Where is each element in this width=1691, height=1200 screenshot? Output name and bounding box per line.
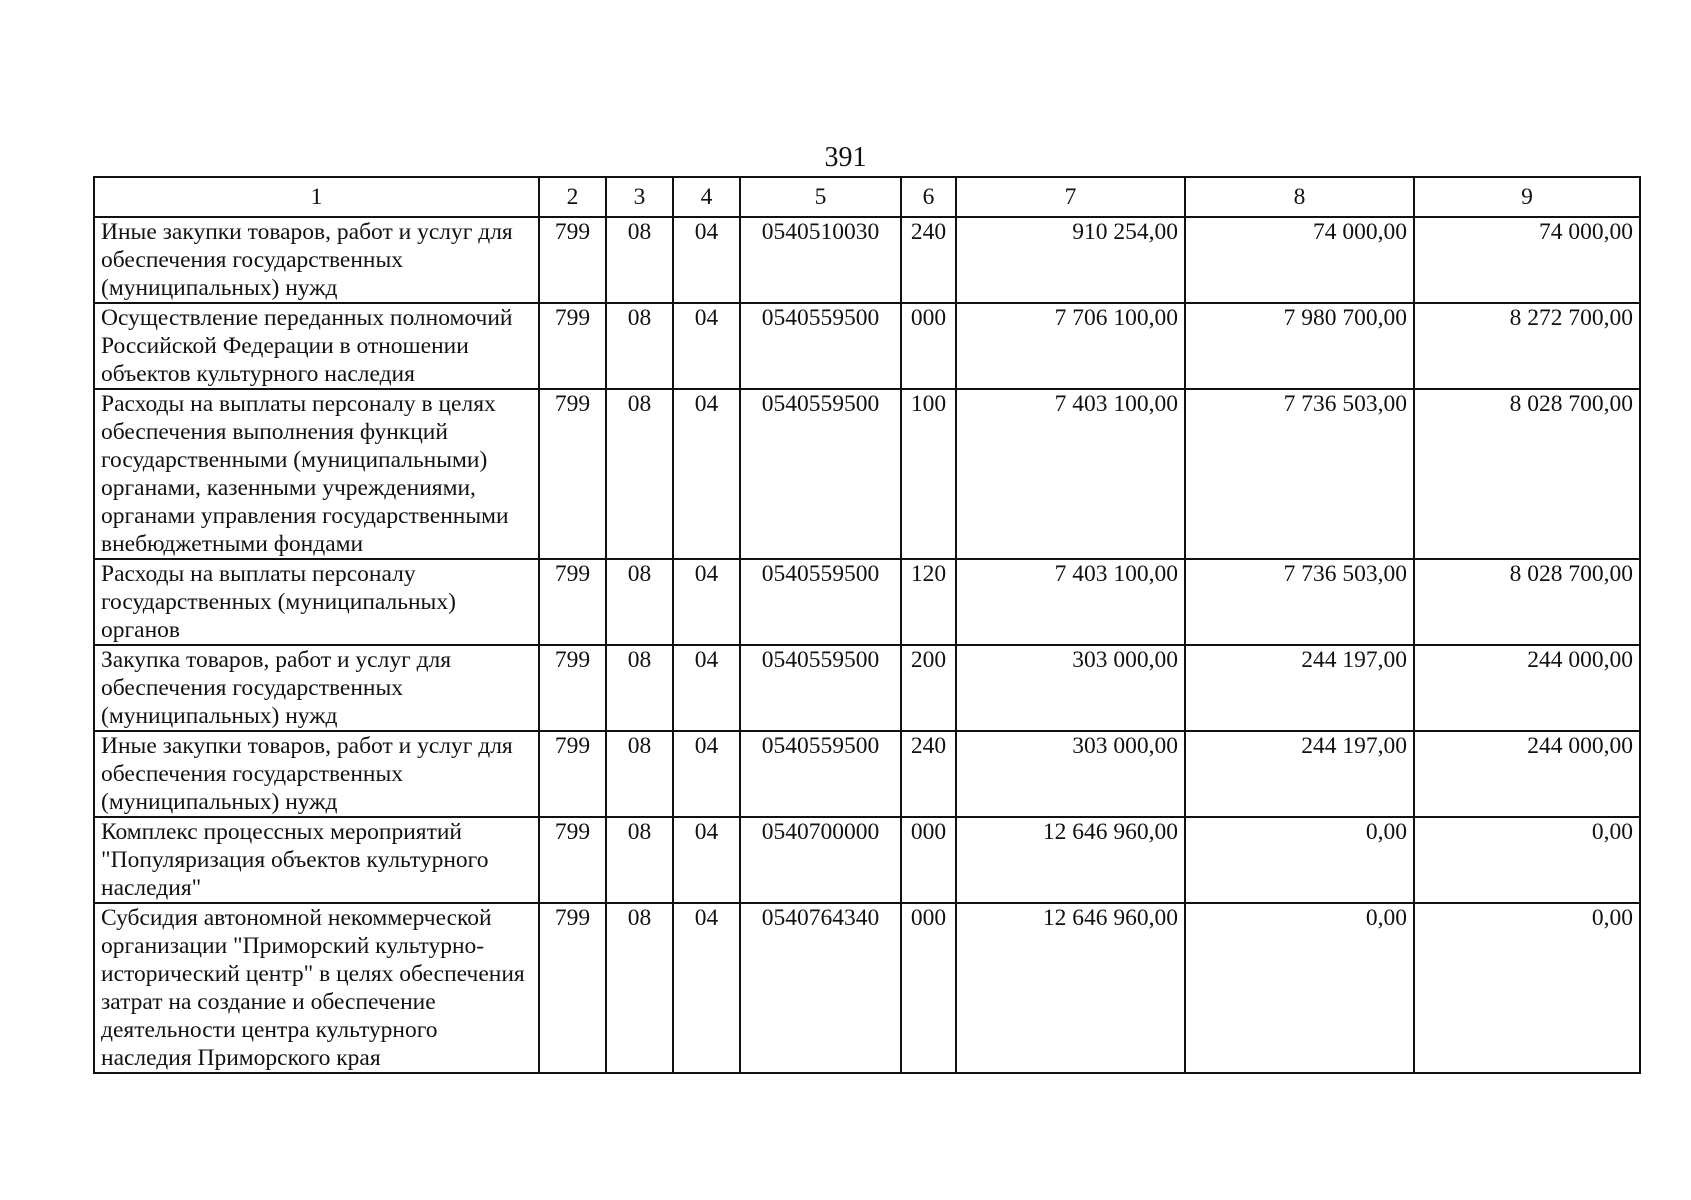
cell-amount-7: 7 403 100,00: [956, 389, 1185, 559]
cell-target-article: 0540559500: [740, 559, 901, 645]
cell-subsection: 04: [673, 731, 740, 817]
cell-target-article: 0540559500: [740, 389, 901, 559]
row-name: Иные закупки товаров, работ и услуг для обеспечения государственных (муниципальных) нужд: [94, 217, 539, 303]
cell-ministry: 799: [539, 645, 606, 731]
cell-amount-9: 0,00: [1414, 817, 1640, 903]
table-row: [94, 559, 1640, 645]
cell-ministry: 799: [539, 559, 606, 645]
table-row: [94, 389, 1640, 559]
cell-target-article: 0540700000: [740, 817, 901, 903]
budget-table: [93, 176, 1641, 1074]
column-header: 7: [956, 177, 1185, 217]
cell-section: 08: [606, 559, 673, 645]
table-row: [94, 217, 1640, 303]
cell-section: 08: [606, 903, 673, 1073]
cell-section: 08: [606, 731, 673, 817]
cell-amount-7: 12 646 960,00: [956, 903, 1185, 1073]
cell-amount-7: 7 706 100,00: [956, 303, 1185, 389]
cell-expense-type: 000: [901, 903, 956, 1073]
row-name: Закупка товаров, работ и услуг для обеспечения государственных (муниципальных) нужд: [94, 645, 539, 731]
table-row: [94, 731, 1640, 817]
row-name: Расходы на выплаты персоналу в целях обеспечения выполнения функций государственными (муниципальными) органами, казенными учреждениями, органами управления государственными внебюджетными фондами: [94, 389, 539, 559]
cell-section: 08: [606, 217, 673, 303]
row-name: Иные закупки товаров, работ и услуг для обеспечения государственных (муниципальных) нужд: [94, 731, 539, 817]
cell-subsection: 04: [673, 645, 740, 731]
cell-expense-type: 100: [901, 389, 956, 559]
cell-amount-9: 8 272 700,00: [1414, 303, 1640, 389]
column-header: 2: [539, 177, 606, 217]
row-name: Расходы на выплаты персоналу государственных (муниципальных) органов: [94, 559, 539, 645]
cell-ministry: 799: [539, 217, 606, 303]
header-row: [94, 177, 1640, 217]
cell-section: 08: [606, 389, 673, 559]
cell-subsection: 04: [673, 817, 740, 903]
cell-ministry: 799: [539, 303, 606, 389]
cell-amount-7: 12 646 960,00: [956, 817, 1185, 903]
page-number: 391: [824, 142, 867, 173]
column-header: 8: [1185, 177, 1414, 217]
cell-section: 08: [606, 817, 673, 903]
cell-subsection: 04: [673, 903, 740, 1073]
cell-amount-8: 0,00: [1185, 903, 1414, 1073]
row-name: Комплекс процессных мероприятий "Популяризация объектов культурного наследия": [94, 817, 539, 903]
cell-target-article: 0540510030: [740, 217, 901, 303]
table-row: [94, 903, 1640, 1073]
cell-amount-8: 0,00: [1185, 817, 1414, 903]
cell-amount-9: 8 028 700,00: [1414, 389, 1640, 559]
cell-amount-7: 303 000,00: [956, 645, 1185, 731]
cell-amount-8: 244 197,00: [1185, 645, 1414, 731]
cell-ministry: 799: [539, 903, 606, 1073]
cell-expense-type: 000: [901, 303, 956, 389]
cell-ministry: 799: [539, 817, 606, 903]
cell-ministry: 799: [539, 731, 606, 817]
cell-expense-type: 240: [901, 731, 956, 817]
cell-amount-9: 0,00: [1414, 903, 1640, 1073]
cell-expense-type: 000: [901, 817, 956, 903]
table-row: [94, 817, 1640, 903]
cell-amount-9: 8 028 700,00: [1414, 559, 1640, 645]
column-header: 3: [606, 177, 673, 217]
cell-amount-7: 910 254,00: [956, 217, 1185, 303]
cell-section: 08: [606, 303, 673, 389]
cell-amount-7: 303 000,00: [956, 731, 1185, 817]
column-header: 1: [94, 177, 539, 217]
cell-amount-7: 7 403 100,00: [956, 559, 1185, 645]
cell-target-article: 0540559500: [740, 731, 901, 817]
cell-amount-8: 244 197,00: [1185, 731, 1414, 817]
cell-amount-8: 7 736 503,00: [1185, 389, 1414, 559]
cell-subsection: 04: [673, 303, 740, 389]
cell-target-article: 0540559500: [740, 303, 901, 389]
cell-amount-8: 7 736 503,00: [1185, 559, 1414, 645]
cell-amount-9: 74 000,00: [1414, 217, 1640, 303]
column-header: 4: [673, 177, 740, 217]
cell-expense-type: 240: [901, 217, 956, 303]
cell-target-article: 0540764340: [740, 903, 901, 1073]
cell-section: 08: [606, 645, 673, 731]
cell-subsection: 04: [673, 389, 740, 559]
cell-subsection: 04: [673, 217, 740, 303]
table-row: [94, 303, 1640, 389]
cell-amount-9: 244 000,00: [1414, 645, 1640, 731]
cell-amount-8: 74 000,00: [1185, 217, 1414, 303]
cell-ministry: 799: [539, 389, 606, 559]
row-name: Субсидия автономной некоммерческой организации "Приморский культурно-исторический центр" в целях обеспечения затрат на создание и обеспечение деятельности центра культурного наследия Приморского края: [94, 903, 539, 1073]
column-header: 6: [901, 177, 956, 217]
row-name: Осуществление переданных полномочий Российской Федерации в отношении объектов культурного наследия: [94, 303, 539, 389]
cell-subsection: 04: [673, 559, 740, 645]
column-header: 9: [1414, 177, 1640, 217]
cell-expense-type: 200: [901, 645, 956, 731]
cell-expense-type: 120: [901, 559, 956, 645]
column-header: 5: [740, 177, 901, 217]
cell-target-article: 0540559500: [740, 645, 901, 731]
cell-amount-8: 7 980 700,00: [1185, 303, 1414, 389]
table-row: [94, 645, 1640, 731]
cell-amount-9: 244 000,00: [1414, 731, 1640, 817]
